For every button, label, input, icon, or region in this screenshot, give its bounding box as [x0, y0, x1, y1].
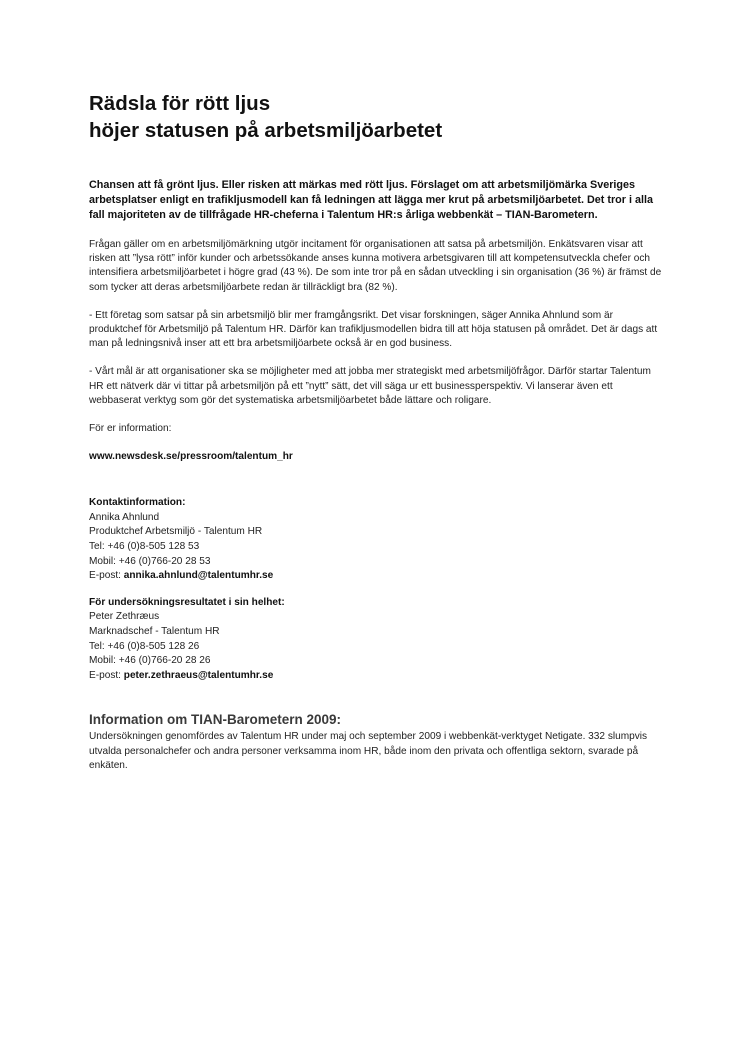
contact-block-1: [89, 496, 664, 584]
contact-heading: För undersökningsresultatet i sin helhet:: [89, 596, 285, 608]
contact-email-line: [89, 569, 664, 584]
title-line-1: Rädsla för rött ljus: [89, 92, 271, 115]
contact-email-line: [89, 669, 664, 684]
info-section-body: Undersökningen genomfördes av Talentum HR under maj och september 2009 i webbenkät-verktyget Netigate. 332 slumpvis utvalda personalchefer och andra personer verksamma inom HR, både inom den privata och offentliga sektorn, svarade på enkäten.: [89, 731, 648, 771]
contact-email[interactable]: annika.ahnlund@talentumhr.se: [123, 570, 274, 582]
email-label: E-post:: [89, 669, 124, 681]
info-section-title: Information om TIAN-Barometern 2009:: [89, 712, 342, 728]
pressroom-link[interactable]: www.newsdesk.se/pressroom/talentum_hr: [89, 451, 293, 463]
info-intro: För er information:: [89, 423, 172, 435]
email-label: E-post:: [89, 570, 124, 582]
contact-name: Annika Ahnlund: [89, 511, 160, 523]
contact-email[interactable]: peter.zethraeus@talentumhr.se: [123, 669, 274, 681]
contact-name: Peter Zethræus: [89, 611, 160, 623]
contact-role: Produktchef Arbetsmiljö - Talentum HR: [89, 526, 263, 538]
document-content: [89, 90, 664, 773]
title-line-2: höjer statusen på arbetsmiljöarbetet: [89, 119, 443, 142]
contact-role: Marknadschef - Talentum HR: [89, 625, 220, 637]
contact-heading: Kontaktinformation:: [89, 497, 186, 509]
contact-tel: Tel: +46 (0)8-505 128 53: [89, 541, 200, 553]
contact-mobile: Mobil: +46 (0)766-20 28 53: [89, 555, 211, 567]
body-paragraph-3: - Vårt mål är att organisationer ska se möjligheter med att jobba mer strategiskt med arbetsmiljöfrågor. Därför startar Talentum HR ett nätverk där vi tittar på arbetsmiljön på ett ”nytt” sätt, det vill säga ur ett businessperspektiv. Vi lanserar även ett webbaserat verktyg som gör det systematiska arbetsmiljöarbetet både lättare och roligare.: [89, 366, 651, 406]
contact-block-2: [89, 596, 664, 684]
lead-paragraph: Chansen att få grönt ljus. Eller risken att märkas med rött ljus. Förslaget om att arbetsmiljömärka Sveriges arbetsplatser enligt en trafikljusmodell kan få ledningen att lägga mer krut på arbetsmiljöarbetet. Det tror i alla fall majoriteten av de tillfrågade HR-cheferna i Talentum HR:s årliga webbenkät – TIAN-Barometern.: [89, 179, 653, 221]
contact-mobile: Mobil: +46 (0)766-20 28 26: [89, 655, 211, 667]
contact-tel: Tel: +46 (0)8-505 128 26: [89, 640, 200, 652]
body-paragraph-1: Frågan gäller om en arbetsmiljömärkning utgör incitament för organisationen att satsa på arbetsmiljön. Enkätsvaren visar att risken att ”lysa rött” inför kunder och arbetssökande anses kunna motivera arbetsgivaren till att kompetensutveckla chefer och intensifiera arbetsmiljöarbetet i högre grad (43 %). De som inte tror på en sådan utveckling i sin organisation (36 %) är främst de som tycker att deras arbetsmiljöarbete redan är tillräckligt bra (82 %).: [89, 239, 662, 293]
body-paragraph-2: - Ett företag som satsar på sin arbetsmiljö blir mer framgångsrikt. Det visar forskningen, säger Annika Ahnlund som är produktchef för Arbetsmiljö på Talentum HR. Därför kan trafikljusmodellen bidra till att höja statusen på området. Det är dags att man på ledningsnivå inser att ett bra arbetsmiljöarbete också är en god business.: [89, 309, 658, 350]
page-title: [89, 90, 664, 144]
